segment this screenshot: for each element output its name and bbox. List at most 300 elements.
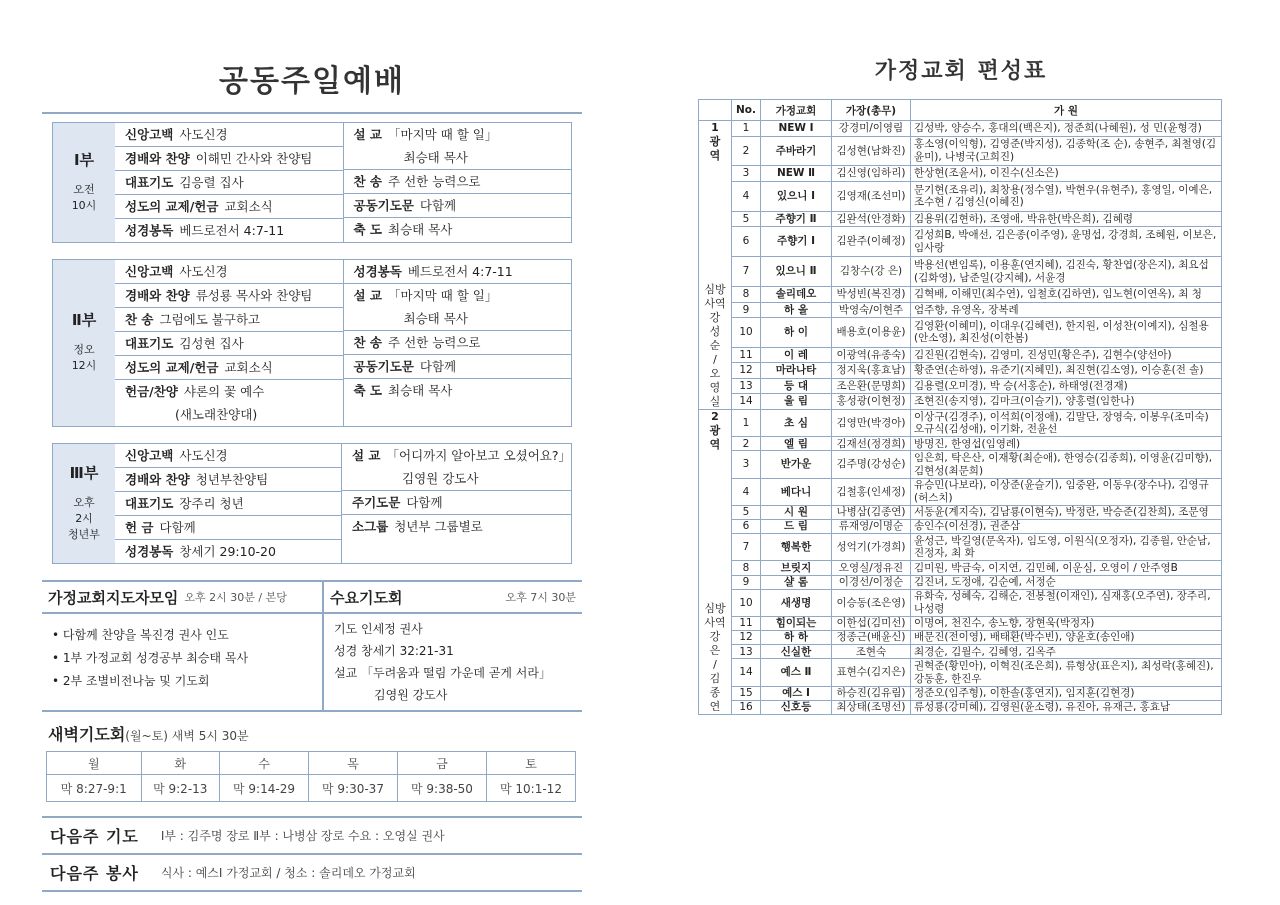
row-no: 12 [732, 631, 761, 645]
dawn-day: 토 [486, 752, 575, 775]
house-leader: 이광역(유종숙) [832, 347, 911, 363]
table-row [699, 347, 1222, 363]
wednesday-time: 오후 7시 30분 [505, 591, 576, 604]
row-no: 11 [732, 616, 761, 630]
house-church-name: 마라나타 [761, 363, 832, 379]
order-value: 류성룡 목사와 찬양팀 [195, 288, 313, 303]
order-value: 최승태 목사 [388, 222, 453, 237]
row-no: 14 [732, 659, 761, 686]
members: 박용선(변임록), 이용훈(연지혜), 김진숙, 황찬엽(장은지), 최요섭(김화영), 남준일(강지혜), 서윤경 [911, 257, 1222, 287]
table-row [699, 287, 1222, 303]
table-row [699, 505, 1222, 519]
region-pastor-char: 영 [709, 381, 721, 394]
order-value: 창세기 29:10-20 [179, 544, 276, 559]
order-key: 찬 송 [353, 335, 383, 350]
order-item [344, 331, 572, 355]
order-key: 경배와 찬양 [125, 472, 190, 487]
row-no: 14 [732, 394, 761, 410]
house-leader: 김철홍(인세정) [832, 478, 911, 505]
service-time: 2시 [75, 511, 93, 525]
members: 권혁준(황민아), 이혁진(조은희), 류형상(표은지), 최성락(홍혜진), 강동훈, 한진우 [911, 659, 1222, 686]
house-church-name: NEW Ⅱ [761, 166, 832, 182]
table-row [699, 121, 1222, 137]
table-row [699, 363, 1222, 379]
members: 임은희, 탁은산, 이재황(최순애), 한영승(김종희), 이영윤(김미향), 김현성(최문희) [911, 451, 1222, 478]
table-row [699, 478, 1222, 505]
leaders-time: 오후 2시 30분 / 본당 [184, 591, 287, 604]
order-value: 「마지막 때 할 일」 [388, 288, 498, 303]
house-church-name: 브릿지 [761, 561, 832, 575]
leaders-meeting [42, 582, 324, 710]
leaders-item: • 2부 조별비전나눔 및 기도회 [52, 674, 210, 688]
house-church-name: 반가운 [761, 451, 832, 478]
order-value: 주 선한 능력으로 [388, 335, 481, 350]
order-item [115, 308, 343, 332]
house-church-name: 하 올 [761, 302, 832, 318]
row-no: 10 [732, 318, 761, 348]
order-value: 장주리 청년 [179, 496, 244, 511]
service-time: 청년부 [68, 527, 100, 541]
house-church-name: 하 이 [761, 318, 832, 348]
order-key: 찬 송 [125, 312, 154, 327]
members: 김성희B, 박애선, 김은종(이주영), 윤명섭, 강경희, 조혜원, 이보은, 임사랑 [911, 227, 1222, 257]
order-key: 설 교 [353, 288, 383, 303]
members: 최경순, 김월수, 김혜영, 김옥주 [911, 645, 1222, 659]
leaders-list [42, 614, 322, 703]
service-time: 오전 [73, 182, 95, 196]
members: 조현진(송지영), 김마크(이슬기), 양홍렬(임한나) [911, 394, 1222, 410]
table-row [699, 211, 1222, 227]
dawn-title: 새벽기도회(월~토) 새벽 5시 30분 [48, 725, 249, 744]
house-church-table [698, 99, 1222, 715]
region-char: 1 [711, 121, 719, 134]
order-key: 헌금/찬양 [125, 384, 178, 399]
house-church-name: 하 하 [761, 631, 832, 645]
house-leader: 김영만(박경아) [832, 410, 911, 437]
house-church-name: 예스 Ⅰ [761, 686, 832, 700]
order-item [344, 170, 572, 194]
order-value: 다함께 [159, 520, 196, 535]
service-name: Ⅱ부 [71, 311, 97, 329]
house-leader: 오영실/정유진 [832, 561, 911, 575]
table-row [699, 257, 1222, 287]
order-item [115, 492, 341, 516]
table-row [699, 659, 1222, 686]
service-right-column [344, 260, 572, 426]
house-leader: 이경선/이정순 [832, 575, 911, 589]
service-right-column [342, 444, 571, 563]
order-key: 성경봉독 [353, 264, 402, 279]
row-no: 7 [732, 534, 761, 561]
row-no: 4 [732, 181, 761, 211]
next-prayer [42, 816, 582, 853]
house-church-name: 새생명 [761, 589, 832, 616]
region-cell [699, 410, 732, 715]
order-value: 최승태 목사 [403, 311, 468, 326]
row-no: 9 [732, 302, 761, 318]
order-value: 「마지막 때 할 일」 [388, 127, 498, 142]
service-time: 12시 [71, 359, 97, 372]
house-church-name: 예스 Ⅱ [761, 659, 832, 686]
next-service [42, 853, 582, 892]
table-row [699, 534, 1222, 561]
wednesday-title: 수요기도회 [330, 588, 403, 607]
order-item [344, 218, 572, 241]
order-item [115, 516, 341, 540]
region-char: 광 [709, 424, 721, 437]
service-left-column [115, 260, 344, 426]
table-row [699, 410, 1222, 437]
region-name [702, 410, 728, 452]
house-leader: 이승동(조은영) [832, 589, 911, 616]
order-value: 교회소식 [224, 360, 273, 375]
house-church-name: 주향기 Ⅰ [761, 227, 832, 257]
order-value: 샤론의 꽃 예수 [183, 384, 265, 399]
order-key: 신앙고백 [125, 448, 174, 463]
house-church-name: 엘 림 [761, 437, 832, 451]
service-columns [115, 444, 571, 563]
house-church-name: 힘이되는 [761, 616, 832, 630]
members: 김성박, 양승수, 홍대의(백은지), 정준희(나혜원), 성 민(윤형경) [911, 121, 1222, 137]
table-row [699, 451, 1222, 478]
region-pastor-char: 종 [709, 686, 721, 699]
table-row [699, 589, 1222, 616]
house-leader: 김주명(강성순) [832, 451, 911, 478]
members: 황준연(손하영), 유준기(지혜민), 최진현(김소영), 이승훈(전 솔) [911, 363, 1222, 379]
service-columns [115, 260, 571, 426]
order-key: 공동기도문 [353, 359, 414, 374]
house-leader: 강경미/이영림 [832, 121, 911, 137]
row-no: 3 [732, 451, 761, 478]
order-key: 주기도문 [352, 495, 401, 510]
order-key: 성도의 교제/헌금 [125, 360, 219, 375]
row-no: 11 [732, 347, 761, 363]
order-value: 사도신경 [179, 127, 228, 142]
row-no: 1 [732, 410, 761, 437]
house-leader: 김창수(강 은) [832, 257, 911, 287]
order-item [115, 284, 343, 308]
order-item [344, 379, 572, 402]
house-leader: 이한섭(김미선) [832, 616, 911, 630]
wednesday-prayer [324, 582, 582, 710]
leaders-item: • 다함께 찬양을 복진경 권사 인도 [52, 628, 229, 642]
order-item [344, 194, 572, 218]
house-leader: 배용호(이용윤) [832, 318, 911, 348]
wednesday-item: 기도 인세정 권사 [334, 622, 423, 636]
house-leader: 나병삼(김종연) [832, 505, 911, 519]
members: 이상구(김경주), 이석희(이정애), 김말단, 장영숙, 이봉우(조미숙) 오규식(김성애), 이기화, 전윤선 [911, 410, 1222, 437]
house-church-name: 베다니 [761, 478, 832, 505]
members: 홍소영(이익형), 김영준(박지성), 김종학(조 순), 송현주, 최철영(김윤미), 나병국(고희진) [911, 136, 1222, 166]
members: 김진녀, 도정애, 김순예, 서정순 [911, 575, 1222, 589]
leaders-item: • 1부 가정교회 성경공부 최승태 목사 [52, 651, 249, 665]
row-no: 6 [732, 520, 761, 534]
order-item [115, 444, 341, 468]
order-key: 대표기도 [125, 175, 174, 190]
members: 윤성근, 박길영(문옥자), 임도영, 이원식(오정자), 김종월, 안순남, 진정자, 최 화 [911, 534, 1222, 561]
row-no: 5 [732, 211, 761, 227]
order-value: 다함께 [406, 495, 443, 510]
house-church-name: 신실한 [761, 645, 832, 659]
row-no: 12 [732, 363, 761, 379]
members: 김혁배, 이해민(최수연), 임철호(김하연), 임노현(이연옥), 최 청 [911, 287, 1222, 303]
order-item [344, 307, 572, 331]
table-row [699, 616, 1222, 630]
region-pastor-char: 김 [709, 672, 721, 685]
order-value: 베드로전서 4:7-11 [179, 223, 285, 238]
house-church-name: 주향기 Ⅱ [761, 211, 832, 227]
house-church-name: 초 심 [761, 410, 832, 437]
row-no: 13 [732, 645, 761, 659]
region-pastor-char: 강 [709, 311, 721, 324]
header-members: 가 원 [911, 100, 1222, 121]
order-key: 소그룹 [352, 519, 389, 534]
house-church-name: 있으니 Ⅰ [761, 181, 832, 211]
service-left-column [115, 444, 342, 563]
order-item [115, 332, 343, 356]
dawn-reading: 막 10:1-12 [486, 775, 575, 802]
service-time: 오후 [73, 495, 95, 509]
dawn-day: 화 [141, 752, 220, 775]
members: 방명진, 한영섭(임영례) [911, 437, 1222, 451]
dawn-day: 목 [309, 752, 398, 775]
members: 유승민(나보라), 이상준(윤슬기), 임중완, 이동우(장수나), 김영규(허스치) [911, 478, 1222, 505]
region-pastor-char: 심방 [704, 283, 726, 296]
house-church-name: 있으니 Ⅱ [761, 257, 832, 287]
dawn-day: 금 [397, 752, 486, 775]
table-row [699, 302, 1222, 318]
members: 김진원(김현숙), 김영미, 진성민(황은주), 김현수(양선아) [911, 347, 1222, 363]
region-char: 역 [709, 149, 721, 162]
house-leader: 김성현(남화진) [832, 136, 911, 166]
order-key: 대표기도 [125, 496, 174, 511]
region-pastor-char: 심방 [704, 602, 726, 615]
region-char: 2 [711, 410, 719, 423]
order-value: 청년부 그룹별로 [394, 519, 483, 534]
order-item [342, 467, 571, 491]
order-item [115, 380, 343, 403]
house-church-name: 신호등 [761, 700, 832, 714]
order-key: 신앙고백 [125, 264, 174, 279]
order-value: 김응렬 집사 [179, 175, 244, 190]
table-row [699, 136, 1222, 166]
table-row [699, 631, 1222, 645]
house-church-name: 행복한 [761, 534, 832, 561]
region-pastor-char: 강 [709, 630, 721, 643]
house-leader: 류재영/이명순 [832, 520, 911, 534]
row-no: 2 [732, 136, 761, 166]
table-row [699, 645, 1222, 659]
next-service-value: 식사 : 예스Ⅰ 가정교회 / 청소 : 솔리데오 가정교회 [160, 866, 416, 880]
house-leader: 하승진(김유림) [832, 686, 911, 700]
order-item [115, 123, 343, 147]
order-item [344, 260, 572, 284]
table-row [699, 575, 1222, 589]
table-row [699, 686, 1222, 700]
row-no: 5 [732, 505, 761, 519]
dawn-reading: 막 9:38-50 [397, 775, 486, 802]
house-leader: 김신영(임하리) [832, 166, 911, 182]
meeting-box [42, 580, 582, 712]
order-key: 축 도 [353, 383, 383, 398]
service-block [52, 122, 572, 243]
left-panel [42, 52, 582, 892]
order-value: 이해민 간사와 찬양팀 [195, 151, 313, 166]
house-leader: 정지욱(홍효남) [832, 363, 911, 379]
page-title: 공동주일예배 [219, 64, 405, 99]
members: 김용위(김현하), 조영애, 박유한(박은희), 김혜령 [911, 211, 1222, 227]
order-key: 경배와 찬양 [125, 288, 190, 303]
members: 정준오(임주형), 이한솔(홍연지), 임지훈(김현경) [911, 686, 1222, 700]
region-pastor-char: / [713, 353, 717, 366]
region-pastor-char: 성 [709, 325, 721, 338]
order-key: 성경봉독 [125, 544, 174, 559]
order-item [115, 219, 343, 242]
table-row [699, 181, 1222, 211]
order-item [342, 491, 571, 515]
region-pastor-char: 사역 [704, 297, 726, 310]
wednesday-item: 김영원 강도사 [374, 688, 448, 702]
house-leader: 성억기(가경희) [832, 534, 911, 561]
order-item [344, 123, 572, 146]
order-value: 사도신경 [179, 264, 228, 279]
house-church-name: 주바라기 [761, 136, 832, 166]
order-item [342, 515, 571, 538]
house-leader: 조현숙 [832, 645, 911, 659]
region-pastor-char: 연 [709, 700, 721, 713]
order-key: 설 교 [353, 127, 383, 142]
order-value: 김영원 강도사 [402, 471, 479, 486]
house-leader: 김완주(이혜정) [832, 227, 911, 257]
dawn-reading: 막 9:30-37 [309, 775, 398, 802]
row-no: 8 [732, 561, 761, 575]
house-leader: 박성빈(복진경) [832, 287, 911, 303]
right-panel [698, 52, 1224, 715]
service-block [52, 443, 572, 564]
order-key: 경배와 찬양 [125, 151, 190, 166]
order-item [342, 444, 571, 467]
table-row [699, 227, 1222, 257]
order-value: 주 선한 능력으로 [388, 174, 481, 189]
order-key: 축 도 [353, 222, 383, 237]
service-name: Ⅰ부 [73, 150, 95, 169]
region-pastor-char: 은 [709, 644, 721, 657]
table-row [699, 378, 1222, 394]
divider [42, 112, 582, 114]
row-no: 8 [732, 287, 761, 303]
header-no: No. [732, 100, 761, 121]
order-item [344, 146, 572, 170]
region-pastor-char: 순 [709, 339, 721, 352]
order-item [115, 195, 343, 219]
next-service-title: 다음주 봉사 [50, 864, 139, 883]
table-row [699, 437, 1222, 451]
org-table-title: 가정교회 편성표 [874, 59, 1048, 84]
members: 김미원, 박금숙, 이지연, 김민혜, 이운심, 오영이 / 안주영B [911, 561, 1222, 575]
dawn-day: 수 [220, 752, 309, 775]
order-key: 성경봉독 [125, 223, 174, 238]
row-no: 3 [732, 166, 761, 182]
wednesday-item: 성경 창세기 32:21-31 [334, 644, 454, 658]
order-value: 그럼에도 불구하고 [159, 312, 261, 327]
table-row [699, 561, 1222, 575]
house-church-name: 드 림 [761, 520, 832, 534]
service-name: Ⅲ부 [69, 463, 99, 482]
order-value: 「어디까지 알아보고 오셨어요?」 [386, 448, 571, 463]
house-leader: 정종근(배윤신) [832, 631, 911, 645]
row-no: 2 [732, 437, 761, 451]
order-value: 다함께 [419, 359, 457, 374]
members: 김영환(이혜미), 이대우(김혜련), 한지원, 이성찬(이예지), 심철용(안소영), 최진성(이한봄) [911, 318, 1222, 348]
header-leader: 가장(총무) [832, 100, 911, 121]
row-no: 4 [732, 478, 761, 505]
members: 서동윤(계지숙), 김남룡(이현숙), 박정란, 박승준(김찬희), 조문영 [911, 505, 1222, 519]
region-cell [699, 121, 732, 410]
row-no: 15 [732, 686, 761, 700]
row-no: 1 [732, 121, 761, 137]
members: 엄주향, 유영옥, 장복례 [911, 302, 1222, 318]
row-no: 13 [732, 378, 761, 394]
order-value: 김성현 집사 [179, 336, 244, 351]
order-value: 최승태 목사 [388, 383, 453, 398]
house-leader: 조은환(문명희) [832, 378, 911, 394]
next-prayer-title: 다음주 기도 [50, 827, 139, 846]
service-columns [115, 123, 571, 242]
region-pastor-char: 오 [709, 367, 721, 380]
order-item [115, 540, 341, 563]
order-key: 찬 송 [353, 174, 383, 189]
row-no: 9 [732, 575, 761, 589]
dawn-schedule-table [46, 751, 576, 802]
members: 김용렬(오미경), 박 승(서홍순), 하태영(전경재) [911, 378, 1222, 394]
next-prayer-value: Ⅰ부 : 김주명 장로 Ⅱ부 : 나병삼 장로 수요 : 오영실 권사 [160, 829, 445, 843]
order-item [344, 355, 572, 379]
members: 류성룡(강미혜), 김영원(윤소령), 유진아, 유재근, 홍효남 [911, 700, 1222, 714]
table-row [699, 700, 1222, 714]
dawn-reading: 막 8:27-9:1 [47, 775, 142, 802]
members: 문기현(조유리), 최창용(정수열), 박현우(유현주), 홍영일, 이예은, 조수현 / 김영신(이혜진) [911, 181, 1222, 211]
row-no: 6 [732, 227, 761, 257]
service-block [52, 259, 572, 427]
service-left-column [115, 123, 344, 242]
header-name: 가정교회 [761, 100, 832, 121]
house-church-name: 시 원 [761, 505, 832, 519]
dawn-day: 월 [47, 752, 142, 775]
order-key: 공동기도문 [353, 198, 414, 213]
region-pastor-char: 실 [709, 395, 721, 408]
order-item [115, 356, 343, 380]
service-label [53, 260, 115, 426]
row-no: 10 [732, 589, 761, 616]
house-church-name: 울 림 [761, 394, 832, 410]
order-item [344, 284, 572, 307]
house-leader: 김완석(안경화) [832, 211, 911, 227]
order-key: 설 교 [352, 448, 381, 463]
table-row [699, 520, 1222, 534]
members: 이명여, 천진수, 송노향, 장현욱(박정자) [911, 616, 1222, 630]
dawn-reading: 막 9:2-13 [141, 775, 220, 802]
order-key: 헌 금 [125, 520, 154, 535]
row-no: 16 [732, 700, 761, 714]
house-church-name: 샬 롬 [761, 575, 832, 589]
members: 한상현(조윤서), 이진수(신소은) [911, 166, 1222, 182]
order-value: (새노래찬양대) [175, 407, 258, 422]
service-right-column [344, 123, 572, 242]
order-value: 다함께 [419, 198, 457, 213]
order-value: 사도신경 [179, 448, 228, 463]
house-leader: 김영재(조선미) [832, 181, 911, 211]
table-row [699, 166, 1222, 182]
